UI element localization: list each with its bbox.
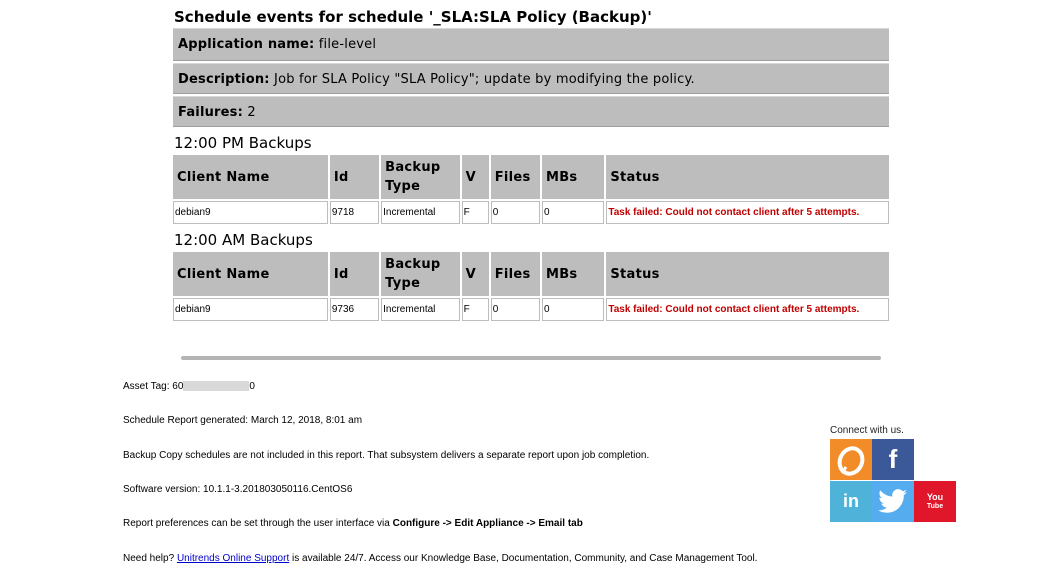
cell-type: Incremental bbox=[381, 298, 459, 321]
help-prefix: Need help? bbox=[123, 553, 177, 564]
unitrends-icon[interactable] bbox=[830, 439, 872, 480]
application-name-bar bbox=[173, 28, 889, 61]
table-row bbox=[173, 201, 889, 224]
cell-client: debian9 bbox=[173, 201, 328, 224]
col-status: Status bbox=[606, 155, 889, 199]
asset-tag-tail: 0 bbox=[249, 381, 255, 392]
cell-files: 0 bbox=[491, 201, 540, 224]
facebook-glyph: f bbox=[888, 444, 898, 474]
help-suffix: is available 24/7. Access our Knowledge Base, Documentation, Community, and Case Management Tool. bbox=[289, 553, 758, 564]
col-backup-type: Backup Type bbox=[381, 252, 459, 296]
twitter-icon[interactable] bbox=[872, 481, 914, 522]
col-client-name: Client Name bbox=[173, 155, 328, 199]
cell-v: F bbox=[462, 298, 489, 321]
preferences-prefix: Report preferences can be set through the user interface via bbox=[123, 518, 393, 529]
connect-label: Connect with us. bbox=[830, 425, 904, 436]
table-header-row bbox=[173, 155, 889, 199]
col-status: Status bbox=[606, 252, 889, 296]
failures-label: Failures: bbox=[178, 105, 244, 120]
backup-copy-note: Backup Copy schedules are not included in this report. That subsystem delivers a separate report upon job completion. bbox=[123, 450, 650, 461]
cell-mbs: 0 bbox=[542, 298, 604, 321]
cell-mbs: 0 bbox=[542, 201, 604, 224]
cell-status: Task failed: Could not contact client after 5 attempts. bbox=[606, 201, 889, 224]
cell-client: debian9 bbox=[173, 298, 328, 321]
preferences-path: Configure -> Edit Appliance -> Email tab bbox=[392, 518, 583, 529]
cell-files: 0 bbox=[491, 298, 540, 321]
twitter-bird-svg bbox=[878, 489, 908, 515]
col-mbs: MBs bbox=[542, 155, 604, 199]
description-bar bbox=[173, 63, 889, 94]
description-label: Description: bbox=[178, 72, 270, 87]
col-backup-type: Backup Type bbox=[381, 155, 459, 199]
cell-id: 9718 bbox=[330, 201, 379, 224]
col-client-name: Client Name bbox=[173, 252, 328, 296]
col-mbs: MBs bbox=[542, 252, 604, 296]
youtube-glyph-bottom: Tube bbox=[926, 502, 944, 510]
description-value: Job for SLA Policy "SLA Policy"; update by modifying the policy. bbox=[274, 72, 695, 87]
col-files: Files bbox=[491, 155, 540, 199]
preferences-note bbox=[123, 518, 583, 529]
col-id: Id bbox=[330, 155, 379, 199]
application-label: Application name: bbox=[178, 37, 315, 52]
linkedin-icon[interactable] bbox=[830, 481, 872, 522]
unitrends-logo-svg bbox=[834, 443, 868, 477]
schedule-table-am bbox=[171, 250, 891, 323]
linkedin-glyph: in bbox=[843, 491, 859, 511]
application-value: file-level bbox=[318, 37, 377, 52]
report-main bbox=[173, 0, 889, 323]
divider bbox=[181, 356, 881, 360]
col-v: V bbox=[462, 252, 489, 296]
generated-date: Schedule Report generated: March 12, 2018, 8:01 am bbox=[123, 415, 363, 426]
failures-bar bbox=[173, 96, 889, 127]
col-v: V bbox=[462, 155, 489, 199]
cell-v: F bbox=[462, 201, 489, 224]
youtube-glyph-top: You bbox=[926, 491, 944, 502]
youtube-icon[interactable] bbox=[914, 481, 956, 522]
col-files: Files bbox=[491, 252, 540, 296]
redacted-block bbox=[183, 381, 249, 391]
schedule-table-pm bbox=[171, 153, 891, 226]
cell-status: Task failed: Could not contact client after 5 attempts. bbox=[606, 298, 889, 321]
report-title: Schedule events for schedule '_SLA:SLA Policy (Backup)' bbox=[174, 8, 652, 26]
facebook-icon[interactable] bbox=[872, 439, 914, 480]
cell-type: Incremental bbox=[381, 201, 459, 224]
help-note bbox=[123, 553, 757, 564]
software-version: Software version: 10.1.1-3.201803050116.CentOS6 bbox=[123, 484, 353, 495]
section-title-pm: 12:00 PM Backups bbox=[174, 134, 312, 152]
cell-id: 9736 bbox=[330, 298, 379, 321]
asset-tag-label: Asset Tag: 60 bbox=[123, 381, 184, 392]
asset-tag bbox=[123, 381, 255, 392]
table-row bbox=[173, 298, 889, 321]
table-header-row bbox=[173, 252, 889, 296]
section-title-am: 12:00 AM Backups bbox=[174, 231, 313, 249]
col-id: Id bbox=[330, 252, 379, 296]
support-link[interactable]: Unitrends Online Support bbox=[176, 553, 290, 564]
failures-value: 2 bbox=[247, 105, 256, 120]
